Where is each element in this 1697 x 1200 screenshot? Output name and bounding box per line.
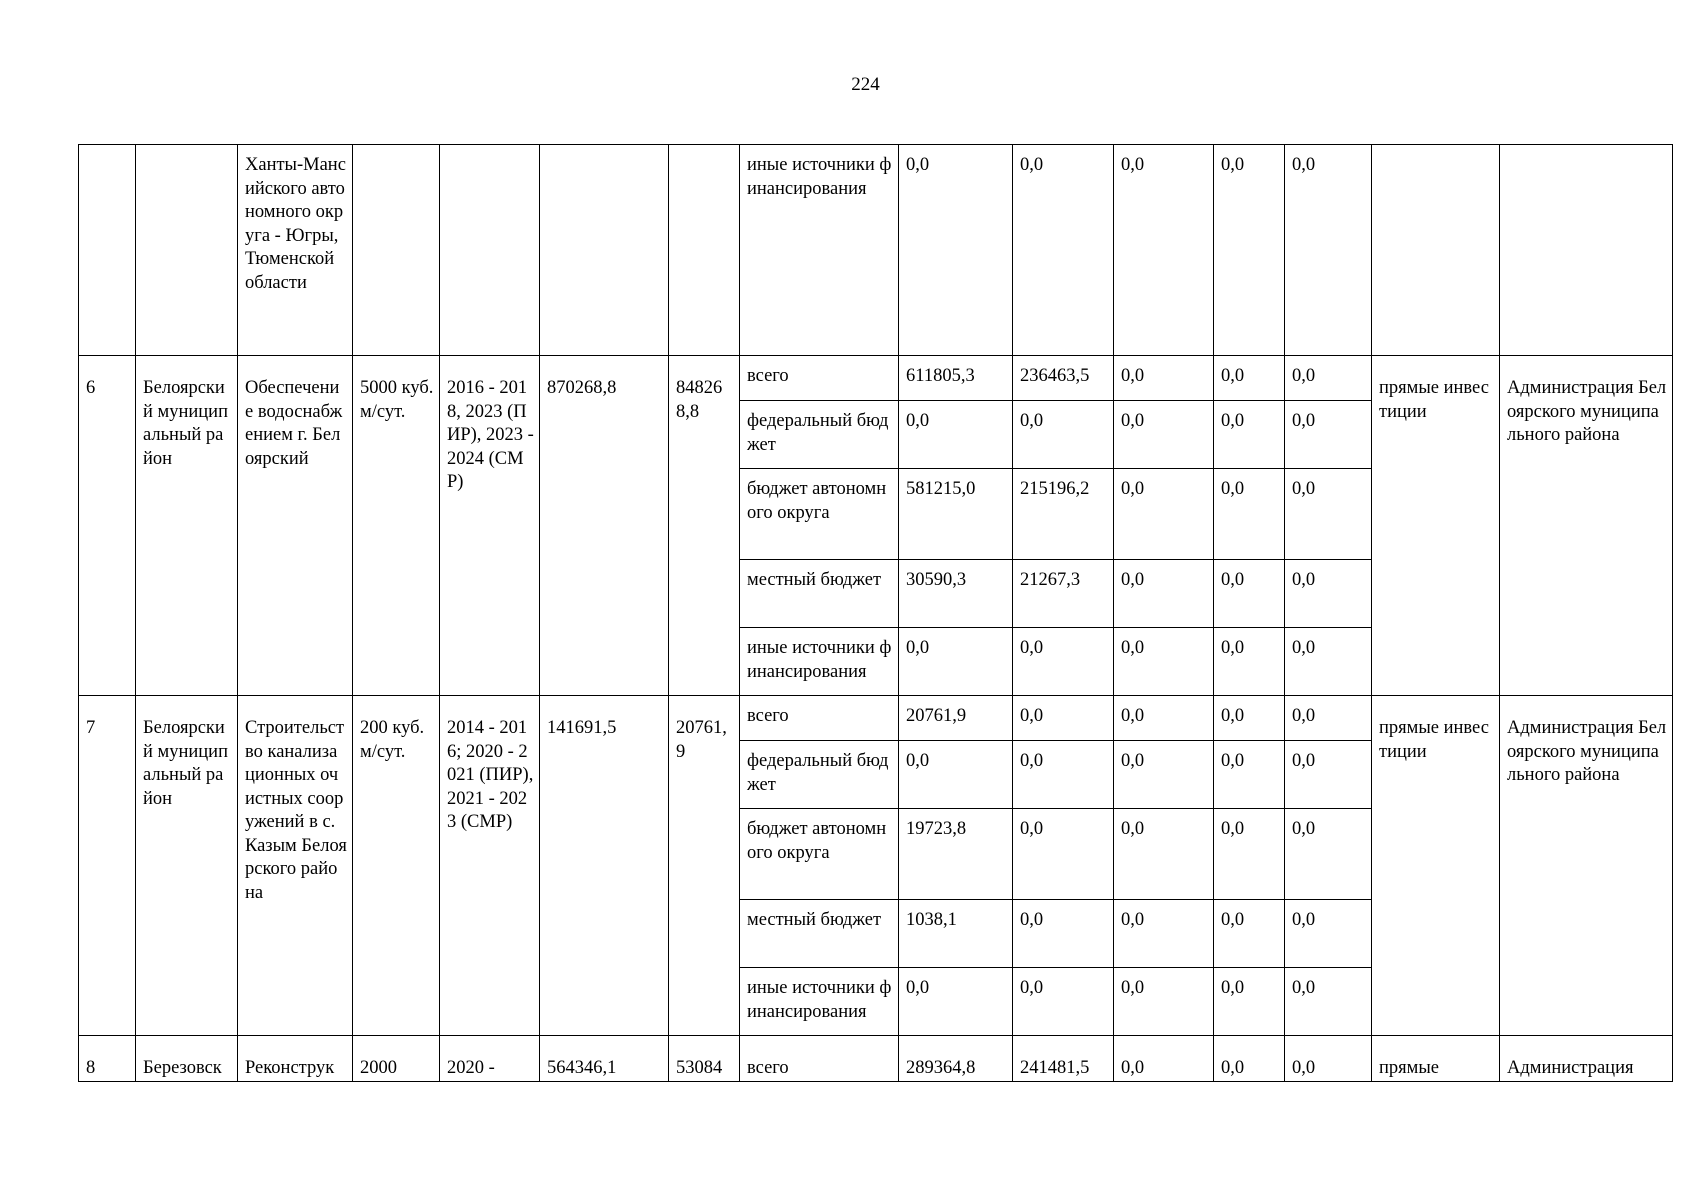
- value-cell: 0,0: [1013, 968, 1114, 1036]
- value-cell: 0,0: [1285, 401, 1372, 469]
- value-cell: 1038,1: [899, 900, 1013, 968]
- value-cell: 0,0: [1114, 356, 1214, 401]
- capacity-cell: 2000: [353, 1036, 440, 1082]
- value-cell: 0,0: [899, 968, 1013, 1036]
- funding-source-cell: иные источники финансирования: [740, 968, 899, 1036]
- funding-source-cell: всего: [740, 1036, 899, 1082]
- cost-cell: [540, 145, 669, 356]
- total-cell: 53084: [669, 1036, 740, 1082]
- value-cell: 241481,5: [1013, 1036, 1114, 1082]
- value-cell: 20761,9: [899, 696, 1013, 741]
- value-cell: 0,0: [899, 145, 1013, 356]
- period-cell: 2020 -: [440, 1036, 540, 1082]
- territory-cell: [136, 145, 238, 356]
- value-cell: 0,0: [1214, 469, 1285, 560]
- value-cell: 215196,2: [1013, 469, 1114, 560]
- value-cell: 0,0: [1285, 469, 1372, 560]
- mechanism-cell: прямые: [1372, 1036, 1500, 1082]
- territory-cell: Белоярский муниципальный район: [136, 696, 238, 1036]
- value-cell: 0,0: [1013, 809, 1114, 900]
- mechanism-cell: прямые инвестиции: [1372, 356, 1500, 696]
- funding-source-cell: местный бюджет: [740, 900, 899, 968]
- value-cell: 0,0: [1114, 628, 1214, 696]
- value-cell: 0,0: [1114, 469, 1214, 560]
- value-cell: 611805,3: [899, 356, 1013, 401]
- value-cell: 0,0: [1013, 145, 1114, 356]
- total-cell: 848268,8: [669, 356, 740, 696]
- value-cell: 0,0: [1214, 968, 1285, 1036]
- investment-table: [78, 144, 1673, 1082]
- total-cell: [669, 145, 740, 356]
- value-cell: 289364,8: [899, 1036, 1013, 1082]
- value-cell: 19723,8: [899, 809, 1013, 900]
- value-cell: 0,0: [1285, 356, 1372, 401]
- row-number-cell: 6: [79, 356, 136, 696]
- funding-source-cell: всего: [740, 356, 899, 401]
- value-cell: 0,0: [1285, 968, 1372, 1036]
- page-number: 224: [851, 74, 880, 95]
- object-cell: Строительство канализационных очистных сооружений в с. Казым Белоярского района: [238, 696, 353, 1036]
- value-cell: 0,0: [1013, 900, 1114, 968]
- value-cell: 0,0: [1285, 696, 1372, 741]
- value-cell: 236463,5: [1013, 356, 1114, 401]
- period-cell: 2014 - 2016; 2020 - 2021 (ПИР), 2021 - 2023 (СМР): [440, 696, 540, 1036]
- object-cell: Реконструк: [238, 1036, 353, 1082]
- value-cell: 30590,3: [899, 560, 1013, 628]
- cost-cell: 564346,1: [540, 1036, 669, 1082]
- value-cell: 0,0: [1013, 741, 1114, 809]
- value-cell: 0,0: [1285, 741, 1372, 809]
- mechanism-cell: [1372, 145, 1500, 356]
- value-cell: 0,0: [1285, 145, 1372, 356]
- capacity-cell: 5000 куб. м/сут.: [353, 356, 440, 696]
- table-row: [79, 1036, 1673, 1082]
- total-cell: 20761,9: [669, 696, 740, 1036]
- territory-cell: Березовск: [136, 1036, 238, 1082]
- value-cell: 0,0: [1013, 696, 1114, 741]
- responsible-cell: [1500, 145, 1673, 356]
- table-row: [79, 696, 1673, 741]
- value-cell: 0,0: [1013, 401, 1114, 469]
- value-cell: 0,0: [1114, 968, 1214, 1036]
- value-cell: 0,0: [1114, 401, 1214, 469]
- value-cell: 0,0: [1214, 1036, 1285, 1082]
- value-cell: 0,0: [1114, 560, 1214, 628]
- capacity-cell: [353, 145, 440, 356]
- cost-cell: 870268,8: [540, 356, 669, 696]
- period-cell: 2016 - 2018, 2023 (ПИР), 2023 - 2024 (СМР): [440, 356, 540, 696]
- value-cell: 581215,0: [899, 469, 1013, 560]
- value-cell: 21267,3: [1013, 560, 1114, 628]
- value-cell: 0,0: [899, 401, 1013, 469]
- value-cell: 0,0: [899, 628, 1013, 696]
- cost-cell: 141691,5: [540, 696, 669, 1036]
- value-cell: 0,0: [1214, 628, 1285, 696]
- value-cell: 0,0: [1013, 628, 1114, 696]
- value-cell: 0,0: [1114, 696, 1214, 741]
- value-cell: 0,0: [1114, 145, 1214, 356]
- funding-source-cell: федеральный бюджет: [740, 741, 899, 809]
- value-cell: 0,0: [1285, 809, 1372, 900]
- value-cell: 0,0: [1114, 741, 1214, 809]
- responsible-cell: Администрация Белоярского муниципального района: [1500, 696, 1673, 1036]
- funding-source-cell: бюджет автономного округа: [740, 809, 899, 900]
- funding-source-cell: бюджет автономного округа: [740, 469, 899, 560]
- value-cell: 0,0: [1214, 741, 1285, 809]
- value-cell: 0,0: [1114, 809, 1214, 900]
- funding-source-cell: иные источники финансирования: [740, 628, 899, 696]
- territory-cell: Белоярский муниципальный район: [136, 356, 238, 696]
- funding-source-cell: местный бюджет: [740, 560, 899, 628]
- value-cell: 0,0: [1214, 145, 1285, 356]
- value-cell: 0,0: [1214, 401, 1285, 469]
- value-cell: 0,0: [1214, 356, 1285, 401]
- table-row: [79, 356, 1673, 401]
- table-row: [79, 145, 1673, 356]
- row-number-cell: [79, 145, 136, 356]
- value-cell: 0,0: [1214, 809, 1285, 900]
- object-cell: Ханты-Мансийского автономного округа - Югры, Тюменской области: [238, 145, 353, 356]
- value-cell: 0,0: [899, 741, 1013, 809]
- value-cell: 0,0: [1114, 900, 1214, 968]
- value-cell: 0,0: [1285, 900, 1372, 968]
- object-cell: Обеспечение водоснабжением г. Белоярский: [238, 356, 353, 696]
- responsible-cell: Администрация Белоярского муниципального района: [1500, 356, 1673, 696]
- capacity-cell: 200 куб. м/сут.: [353, 696, 440, 1036]
- value-cell: 0,0: [1285, 628, 1372, 696]
- mechanism-cell: прямые инвестиции: [1372, 696, 1500, 1036]
- value-cell: 0,0: [1114, 1036, 1214, 1082]
- value-cell: 0,0: [1214, 900, 1285, 968]
- row-number-cell: 7: [79, 696, 136, 1036]
- responsible-cell: Администрация: [1500, 1036, 1673, 1082]
- value-cell: 0,0: [1214, 696, 1285, 741]
- value-cell: 0,0: [1285, 560, 1372, 628]
- funding-source-cell: иные источники финансирования: [740, 145, 899, 356]
- funding-source-cell: федеральный бюджет: [740, 401, 899, 469]
- value-cell: 0,0: [1285, 1036, 1372, 1082]
- funding-source-cell: всего: [740, 696, 899, 741]
- row-number-cell: 8: [79, 1036, 136, 1082]
- value-cell: 0,0: [1214, 560, 1285, 628]
- period-cell: [440, 145, 540, 356]
